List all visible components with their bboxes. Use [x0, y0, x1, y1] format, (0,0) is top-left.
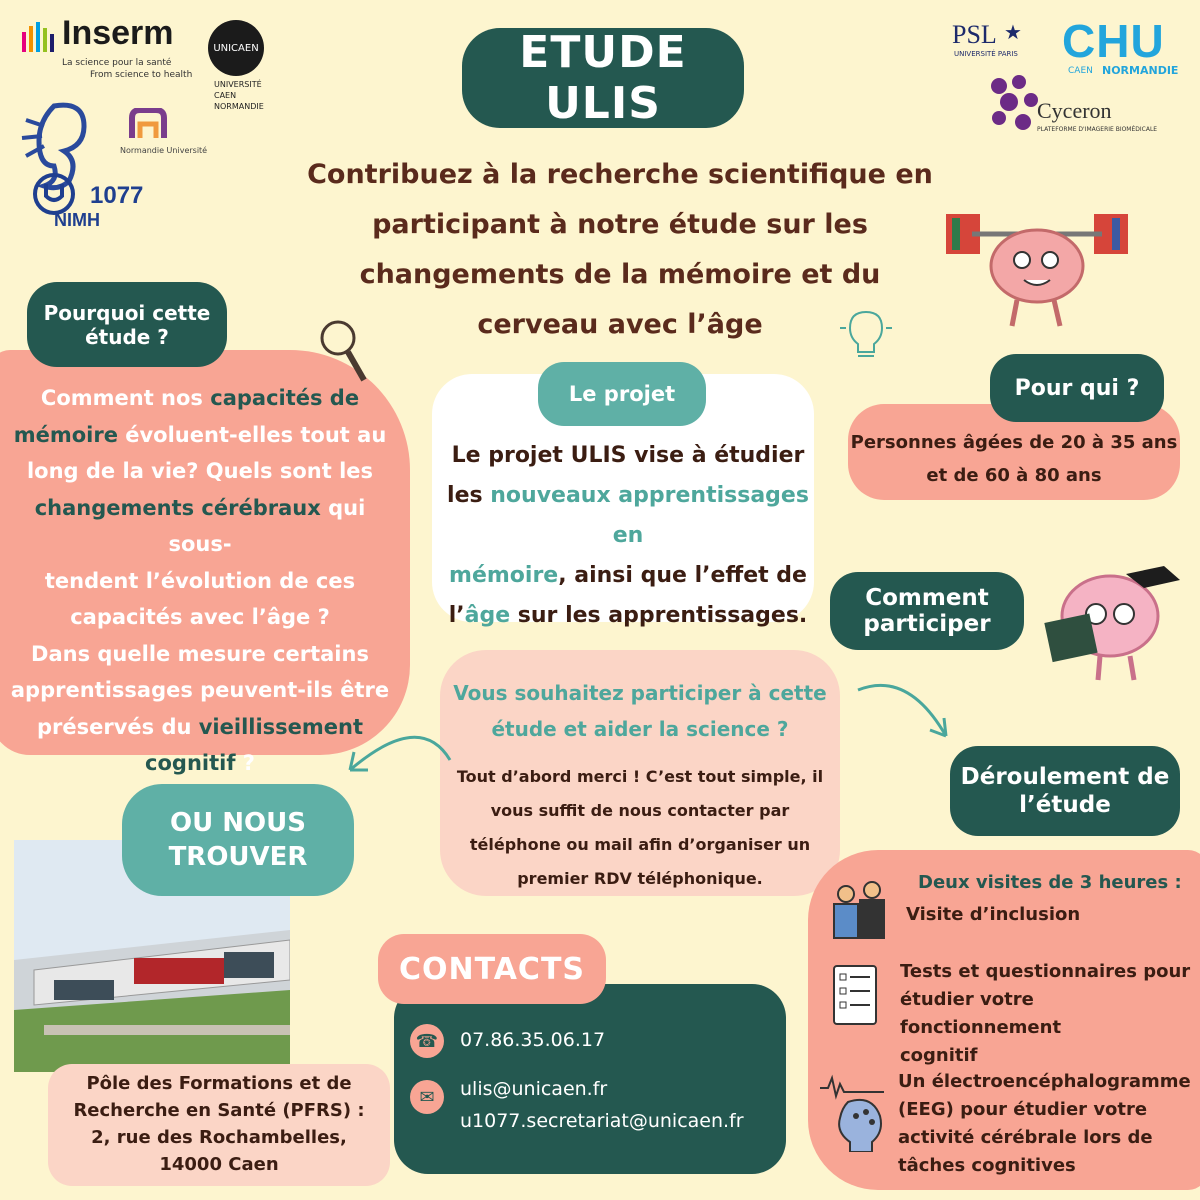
- deroulement-heading: [950, 746, 1180, 836]
- deroulement-item-3-l3: activité cérébrale lors de: [898, 1127, 1153, 1148]
- pourquoi-text-6: capacités avec l’âge ?: [70, 605, 330, 629]
- nimh-logo: [32, 172, 162, 236]
- participer-a-3: téléphone ou mail afin d’organiser un: [469, 835, 811, 854]
- nimh-number: 1077: [90, 182, 144, 209]
- cyceron-name: Cyceron: [1037, 98, 1112, 123]
- contacts-email-2[interactable]: u1077.secretariat@unicaen.fr: [460, 1110, 744, 1132]
- cyceron-sub: PLATEFORME D'IMAGERIE BIOMÉDICALE: [1037, 126, 1158, 133]
- projet-line-1: Le projet ULIS vise à étudier: [451, 443, 805, 468]
- comment-heading: [830, 572, 1024, 650]
- comment-heading-l1: Comment: [865, 585, 989, 611]
- address-line-3: 2, rue des Rochambelles,: [91, 1127, 347, 1148]
- pourquoi-text-2: évoluent-elles tout au: [117, 422, 387, 447]
- deroulement-intro: Deux visites de 3 heures :: [918, 872, 1182, 893]
- deroulement-item-2-l1: Tests et questionnaires pour: [900, 961, 1191, 982]
- participer-question: [440, 675, 840, 747]
- projet-text-l: l’: [448, 603, 465, 628]
- mail-icon: ✉: [410, 1080, 444, 1114]
- inserm-mark-icon: [20, 18, 60, 54]
- participer-a-4: premier RDV téléphonique.: [517, 869, 763, 888]
- deroulement-item-3: [898, 1068, 1191, 1180]
- magnifier-icon: [314, 316, 370, 386]
- unicaen-text-1: UNIVERSITÉ: [214, 80, 262, 89]
- pourquoi-heading-l1: Pourquoi cette: [43, 300, 211, 325]
- chu-name: CHU: [1062, 15, 1165, 67]
- contacts-phone[interactable]: 07.86.35.06.17: [460, 1029, 606, 1051]
- subtitle-line-4: cerveau avec l’âge: [477, 309, 763, 340]
- participer-a-2: vous suffit de nous contacter par: [490, 801, 790, 820]
- projet-text-end: sur les apprentissages.: [510, 603, 808, 628]
- pourquoi-hl-changements: changements cérébraux: [34, 495, 321, 520]
- chu-sub-2: NORMANDIE: [1102, 64, 1179, 77]
- subtitle-line-3: changements de la mémoire et du: [359, 259, 881, 290]
- pourquoi-heading: [27, 282, 227, 367]
- arrow-right-icon: [850, 674, 960, 744]
- inserm-name: Inserm: [62, 14, 174, 52]
- unicaen-circle: [208, 20, 264, 76]
- contacts-email-1[interactable]: ulis@unicaen.fr: [460, 1078, 608, 1100]
- pourquoi-text-9: préservés du: [36, 714, 199, 739]
- pourquoi-text-10: ?: [235, 751, 255, 775]
- pourquoi-hl-capacites: capacités de: [210, 386, 360, 410]
- inserm-tagline-en: From science to health: [90, 70, 193, 80]
- phone-icon: ☎: [410, 1024, 444, 1058]
- pourquoi-text-5: tendent l’évolution de ces: [44, 568, 356, 593]
- projet-text-effet: , ainsi que l’effet de: [558, 563, 807, 588]
- address-line-4: 14000 Caen: [159, 1154, 279, 1175]
- participer-answer: [440, 760, 840, 896]
- participer-q-2: étude et aider la science ?: [491, 717, 789, 741]
- pourquoi-hl-vieillissement: vieillissement: [198, 714, 364, 739]
- inserm-tagline-fr: La science pour la santé: [62, 58, 172, 68]
- psl-sub: UNIVERSITÉ PARIS: [954, 50, 1018, 58]
- chu-logo: [1062, 15, 1192, 78]
- pourqui-heading: [990, 354, 1164, 422]
- projet-hl-apprentissages: nouveaux apprentissages en: [490, 483, 809, 548]
- normandie-mark-icon: [128, 108, 168, 142]
- pourquoi-text-4: qui sous-: [168, 495, 366, 556]
- projet-text-les: les: [447, 483, 491, 508]
- inserm-logo: [20, 14, 200, 84]
- ounous-heading: [122, 784, 354, 896]
- subtitle-line-2: participant à notre étude sur les: [372, 209, 868, 240]
- psl-star-icon: ★: [1004, 20, 1022, 44]
- page-title: [462, 28, 744, 128]
- lightbulb-icon: [836, 302, 896, 362]
- psl-name: PSL: [952, 20, 997, 49]
- pourquoi-text-7: Dans quelle mesure certains: [31, 641, 369, 666]
- pourquoi-text-3: long de la vie? Quels sont les: [26, 459, 374, 483]
- projet-heading-text: Le projet: [568, 382, 676, 406]
- deroulement-item-1: Visite d’inclusion: [906, 904, 1081, 925]
- ounous-heading-l2: TROUVER: [168, 842, 308, 872]
- deroulement-item-3-l4: tâches cognitives: [898, 1155, 1076, 1176]
- meeting-icon: [828, 880, 892, 940]
- pourquoi-heading-l2: étude ?: [85, 324, 169, 349]
- pourqui-line-2: et de 60 à 80 ans: [926, 465, 1102, 486]
- unicaen-mark: UNICAEN: [213, 42, 259, 54]
- pourqui-text: [848, 426, 1180, 492]
- weightlifting-brain-icon: [942, 200, 1142, 330]
- unicaen-text-2: CAEN: [214, 91, 237, 100]
- unicaen-text-3: NORMANDIE: [214, 102, 264, 111]
- normandie-logo: [120, 108, 208, 158]
- contacts-heading: [378, 934, 606, 1004]
- deroulement-item-2-l3: cognitif: [900, 1045, 978, 1066]
- ounous-heading-l1: OU NOUS: [170, 808, 306, 838]
- unicaen-logo: [200, 20, 280, 120]
- address-line-2: Recherche en Santé (PFRS) :: [73, 1100, 365, 1121]
- chu-sub-1: CAEN: [1068, 66, 1093, 76]
- reading-brain-icon: [1040, 562, 1190, 682]
- deroulement-item-2-l2: étudier votre fonctionnement: [900, 989, 1062, 1038]
- psl-logo: [952, 20, 1042, 60]
- pourquoi-hl-cognitif: cognitif: [145, 751, 236, 775]
- checklist-icon: [832, 964, 878, 1026]
- pourqui-heading-text: Pour qui ?: [1014, 375, 1140, 401]
- projet-text: [432, 436, 824, 636]
- deroulement-heading-l1: Déroulement de: [960, 764, 1170, 790]
- participer-q-1: Vous souhaitez participer à cette: [453, 681, 827, 705]
- cyceron-logo: [985, 72, 1185, 142]
- address-text: [48, 1070, 390, 1178]
- pourquoi-hl-memoire: mémoire: [13, 422, 118, 447]
- contacts-heading-text: CONTACTS: [398, 951, 586, 987]
- pourqui-line-1: Personnes âgées de 20 à 35 ans: [850, 432, 1178, 453]
- deroulement-heading-l2: l’étude: [1019, 792, 1111, 818]
- nimh-label: NIMH: [54, 210, 100, 230]
- normandie-caption: Normandie Université: [120, 146, 208, 155]
- projet-hl-age: âge: [464, 603, 511, 628]
- participer-a-1: Tout d’abord merci ! C’est tout simple, il: [456, 767, 824, 786]
- title-text: ETUDE ULIS: [519, 27, 687, 129]
- comment-heading-l2: participer: [863, 611, 991, 637]
- address-line-1: Pôle des Formations et de: [86, 1073, 352, 1094]
- pourquoi-text-1: Comment nos: [40, 386, 211, 410]
- deroulement-item-3-l1: Un électroencéphalogramme: [898, 1071, 1191, 1092]
- projet-hl-memoire: mémoire: [449, 563, 559, 588]
- subtitle-line-1: Contribuez à la recherche scientifique en: [307, 159, 933, 190]
- deroulement-item-3-l2: (EEG) pour étudier votre: [898, 1099, 1148, 1120]
- pourquoi-text-8: apprentissages peuvent-ils être: [10, 678, 390, 702]
- deroulement-item-2: [900, 958, 1200, 1070]
- projet-heading: [538, 362, 706, 426]
- eeg-head-icon: [818, 1072, 888, 1152]
